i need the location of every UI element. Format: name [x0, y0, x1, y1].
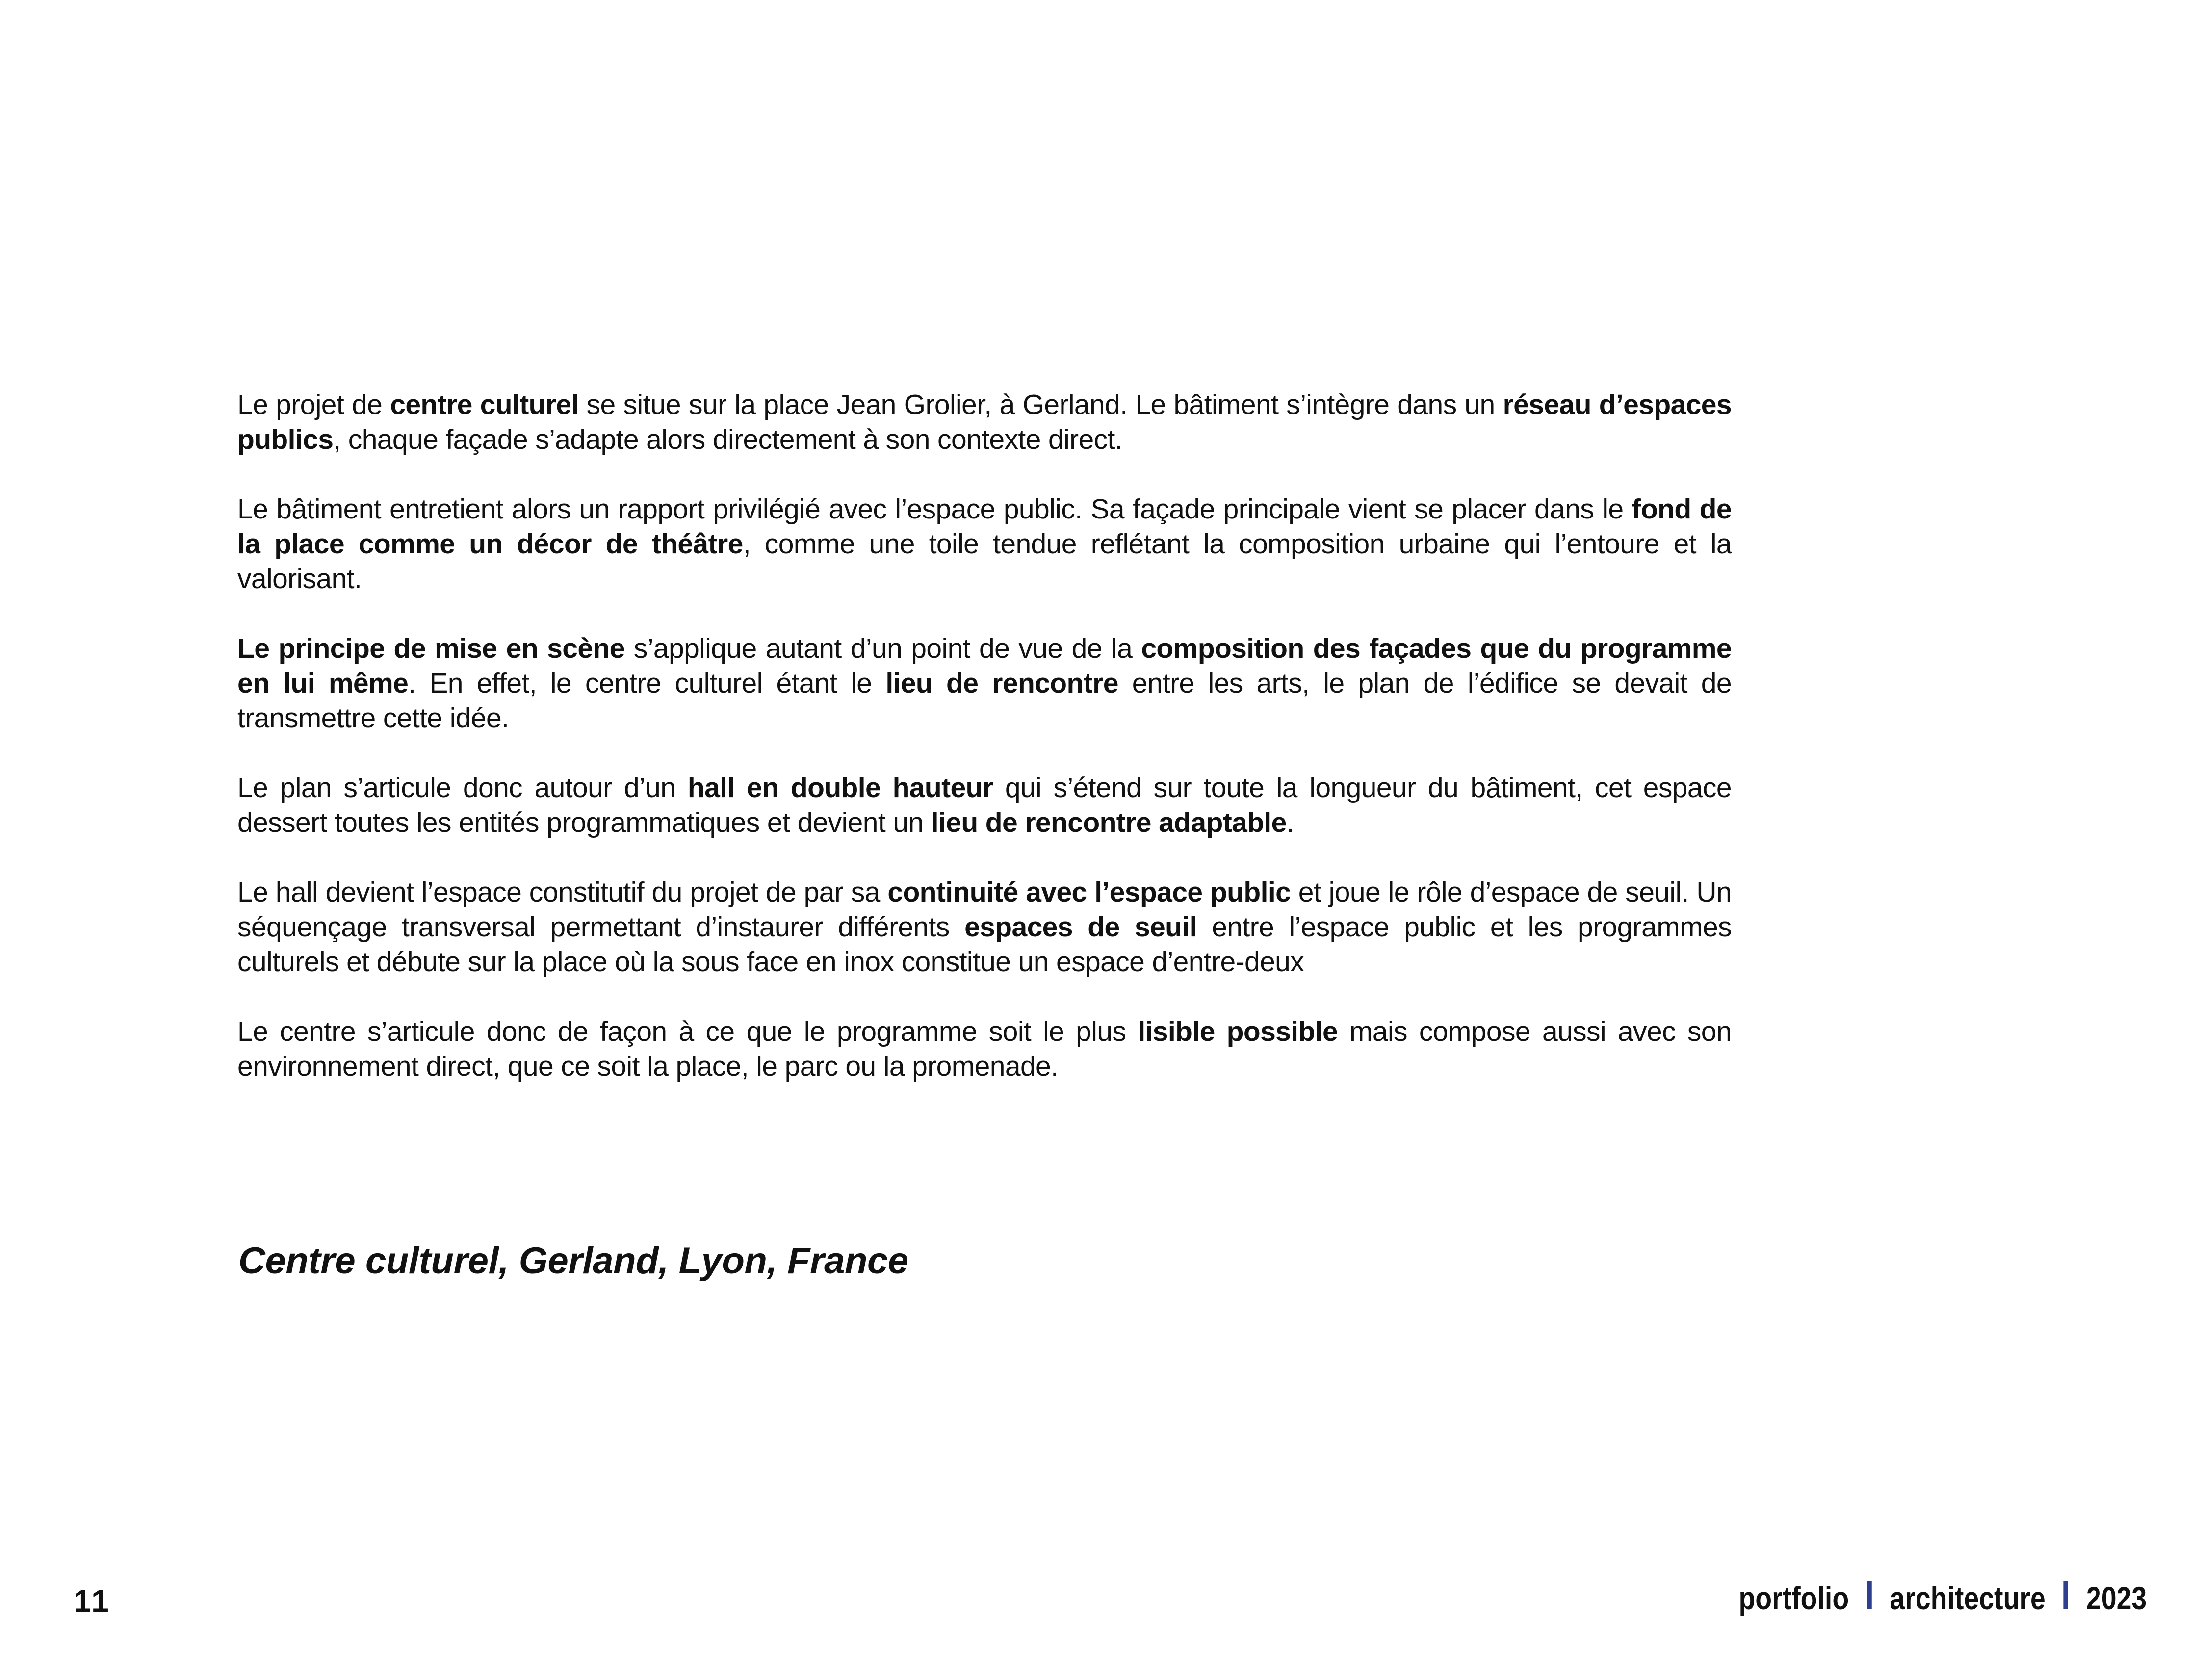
emphasis-text: espaces de seuil	[964, 911, 1197, 943]
body-text: s’applique autant d’un point de vue de la	[624, 633, 1141, 664]
body-text: . En effet, le centre culturel étant le	[408, 668, 886, 699]
body-text: .	[1286, 807, 1295, 838]
footer-label	[1738, 1578, 2147, 1618]
body-text: entre l’espace public et les programmes culturels et débute sur la place où la sous face en inox constitue un espace d’entre-deux	[237, 911, 1732, 978]
project-description	[237, 388, 1732, 1084]
emphasis-text: hall en double hauteur	[687, 772, 993, 803]
body-text: Le centre s’articule donc de façon à ce que le programme soit le plus	[237, 1016, 1138, 1047]
footer-architecture: architecture	[1890, 1580, 2046, 1616]
emphasis-text: lisible possible	[1138, 1016, 1338, 1047]
body-text: Le plan s’articule donc autour d’un	[237, 772, 688, 803]
body-paragraph	[237, 771, 1732, 840]
body-text: Le projet de	[237, 389, 390, 420]
emphasis-text: continuité avec l’espace public	[887, 877, 1291, 908]
body-paragraph	[237, 631, 1732, 736]
footer-separator	[2063, 1581, 2068, 1609]
emphasis-text: lieu de rencontre	[885, 668, 1118, 699]
body-text: se situe sur la place Jean Grolier, à Gerland. Le bâtiment s’intègre dans un	[578, 389, 1503, 420]
emphasis-text: Le principe de mise en scène	[237, 633, 625, 664]
project-title: Centre culturel, Gerland, Lyon, France	[238, 1240, 908, 1282]
page-number: 11	[74, 1583, 111, 1619]
body-text: entre les arts, le plan de l’édifice se devait de transmettre cette idée.	[237, 668, 1732, 734]
body-paragraph	[237, 1014, 1732, 1084]
body-text: et joue le rôle d’espace de seuil. Un séquençage transversal permettant d’instaurer différents	[237, 877, 1732, 943]
emphasis-text: réseau d’espaces publics	[237, 389, 1732, 455]
body-text: mais compose aussi avec son environnement direct, que ce soit la place, le parc ou la promenade.	[237, 1016, 1732, 1082]
body-text: Le hall devient l’espace constitutif du projet de par sa	[237, 877, 888, 908]
body-text: , comme une toile tendue reflétant la composition urbaine qui l’entoure et la valorisant.	[237, 528, 1732, 594]
emphasis-text: composition des façades que du programme en lui même	[237, 633, 1732, 699]
emphasis-text: fond de la place comme un décor de théâtre	[237, 493, 1732, 560]
emphasis-text: lieu de rencontre adaptable	[931, 807, 1287, 838]
body-text: qui s’étend sur toute la longueur du bâtiment, cet espace dessert toutes les entités programmatiques et devient un	[237, 772, 1732, 838]
body-paragraph	[237, 492, 1732, 596]
body-paragraph	[237, 388, 1732, 457]
emphasis-text: centre culturel	[390, 389, 579, 420]
body-paragraph	[237, 875, 1732, 980]
footer-separator	[1867, 1581, 1871, 1609]
footer-year: 2023	[2086, 1580, 2147, 1616]
body-text: Le bâtiment entretient alors un rapport privilégié avec l’espace public. Sa façade principale vient se placer dans le	[237, 493, 1632, 525]
footer-portfolio: portfolio	[1738, 1580, 1849, 1616]
body-text: , chaque façade s’adapte alors directement à son contexte direct.	[333, 424, 1122, 455]
